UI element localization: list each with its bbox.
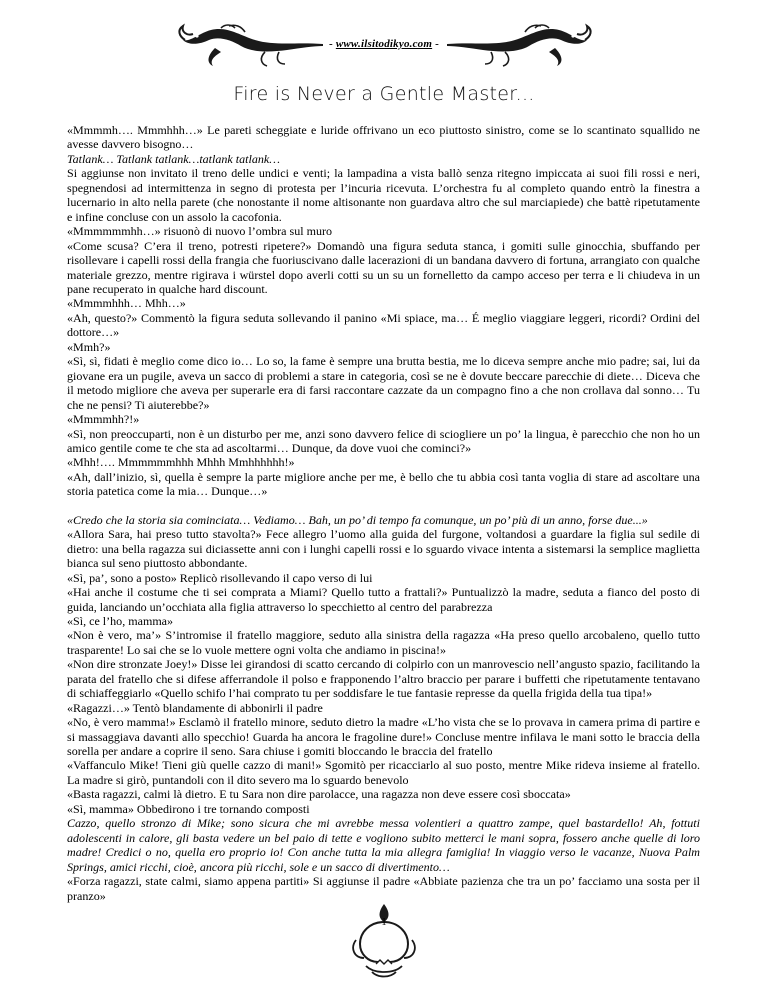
- story-paragraph: «Ah, questo?» Commentò la figura seduta sollevando il panino «Mi spiace, ma… É meglio viaggiare leggeri, ricordi? Ordini del dottore…»: [67, 310, 700, 340]
- story-paragraph: «Ah, dall’inizio, sì, quella è sempre la parte migliore anche per me, è bello che tu abbia così tanta voglia di stare ad ascoltare una storia patetica come la mia… Dunque…»: [67, 469, 700, 499]
- story-paragraph: «Ragazzi…» Tentò blandamente di abbonirli il padre: [67, 700, 323, 715]
- url-suffix: -: [432, 38, 439, 50]
- story-paragraph: «Mmmmhhh… Mhh…»: [67, 296, 186, 311]
- story-body: [67, 123, 700, 903]
- page-number: 1: [381, 916, 387, 928]
- story-paragraph: «Come scusa? C’era il treno, potresti ripetere?» Domandò una figura seduta stanca, i gomiti sulle ginocchia, sbuffando per risollevare i capelli rossi della frangia che fuoriuscivano dalle lacerazioni di un bandana davvero di fortuna, arrangiato con qualche materiale grezzo, mentre rigirava i würstel dopo averli cotti su un su un fornelletto da campo acceso per terra e li chiudeva in un pane recuperato in qualche hard discount.: [67, 238, 700, 296]
- story-paragraph: «Sì, sì, fidati è meglio come dico io… Lo so, la fame è sempre una brutta bestia, me lo diceva sempre anche mio padre; sai, lui da giovane era un pugile, aveva un sacco di problemi a stare in categoria, così se ne è dovute beccare parecchie di diete… Diceva che il metodo migliore che aveva per superarle era di farsi raccontare cazzate da un compagno fino a che non crollava dal sonno… Tu che ne pensi? Ti aiuterebbe?»: [67, 354, 700, 412]
- story-paragraph: «Vaffanculo Mike! Tieni giù quelle cazzo di mani!» Sgomitò per ricacciarlo al suo posto, mentre Mike rideva insieme al fratello. La madre si girò, puntandoli con il dito severo ma lo sguardo benevolo: [67, 758, 700, 787]
- story-paragraph: «Mmmmh…. Mmmhhh…» Le pareti scheggiate e luride offrivano un eco piuttosto sinistro, come se lo scantinato squallido ne avesse davvero bisogno…: [67, 123, 700, 152]
- story-paragraph: «Sì, mamma» Obbedirono i tre tornando composti: [67, 801, 310, 816]
- story-paragraph: «Hai anche il costume che ti sei comprata a Miami? Quello tutto a frattali?» Puntualizzò la madre, seduta a fianco del posto di guida, lanciando un’occhiata alla figlia attraverso lo specchietto al centro del parabrezza: [67, 585, 700, 614]
- story-paragraph: «Mmmmmmhh…» risuonò di nuovo l’ombra sul muro: [67, 224, 333, 239]
- footer-ornament-icon: [348, 900, 420, 980]
- story-paragraph: «Forza ragazzi, state calmi, siamo appena partiti» Si aggiunse il padre «Abbiate pazienza che tra un po’ facciamo una sosta per il pranzo»: [67, 874, 700, 903]
- url-prefix: -: [329, 38, 336, 50]
- story-paragraph: «Non è vero, ma’» S’intromise il fratello maggiore, seduto alla sinistra della ragazza «Ha preso quello arcobaleno, quello tutto trasparente! Lo sai che se lo vuole mettere ogni volta che andiamo in piscina!»: [67, 628, 700, 657]
- story-paragraph: Cazzo, quello stronzo di Mike; sono sicura che mi avrebbe messa volentieri a quattro zampe, quel bastardello! Ah, fottuti adolescenti in calore, gli basta vedere un bel paio di tette e vogliono subito metterci le mani sopra, fossero anche quelle di loro madre! Credici o no, quella ero proprio io! Con anche tutta la mia allegra famiglia! In viaggio verso le vacanze, Nuova Palm Springs, amici ricchi, cioè, ancora più ricchi, sole e un sacco di divertimento…: [67, 816, 700, 874]
- story-paragraph: Si aggiunse non invitato il treno delle undici e venti; la lampadina a vista ballò senza ritegno impiccata ai suoi fili rossi e neri, spegnendosi ad intermittenza in segno di protesta per l’incuria ricevuta. L’orchestra fu al completo quando entrò la finestra a lucernario in alto nella parete (che nonostante il nome altisonante non guardava altro che sul marciapiede) che battè ripetutamente e infine concluse con un assolo la cacofonia.: [67, 166, 700, 224]
- story-paragraph: «Basta ragazzi, calmi là dietro. E tu Sara non dire parolacce, una ragazza non deve essere così sboccata»: [67, 787, 571, 802]
- story-paragraph: «Non dire stronzate Joey!» Disse lei girandosi di scatto cercando di colpirlo con un manrovescio nell’angusto spazio, facilitando la parata del fratello che si difese afferrandole il polso e frapponendo l’altro braccio per parare i buffetti che ripetutamente tentavano di schiaffeggiarlo «Quello schifo l’hai comprato tu per soddisfare le tue fantasie represse da quella frigida della tua tipa!»: [67, 657, 700, 701]
- story-paragraph: «Sì, pa’, sono a posto» Replicò risollevando il capo verso di lui: [67, 570, 373, 585]
- story-paragraph: «Credo che la storia sia cominciata… Vediamo… Bah, un po’ di tempo fa comunque, un po’ più di un anno, forse due...»: [67, 512, 648, 527]
- page-header: [0, 22, 768, 72]
- story-paragraph: «No, è vero mamma!» Esclamò il fratello minore, seduto dietro la madre «L’ho vista che se lo provava in camera prima di partire e si massaggiava davanti allo specchio! Guarda ha ancora le fragoline dure!» Concluse mentre infilava le mani sotto le braccia della sorella per andare a coprire il seno. Sara chiuse i gomiti bloccando le braccia del fratello: [67, 715, 700, 759]
- story-paragraph: Tatlank… Tatlank tatlank…tatlank tatlank…: [67, 151, 280, 166]
- story-paragraph: «Allora Sara, hai preso tutto stavolta?» Fece allegro l’uomo alla guida del furgone, voltandosi a guardare la figlia sul sedile di dietro: una bella ragazza sui diciassette anni con i lunghi capelli rossi e lo sguardo vivace intenta a sistemarsi la semplice maglietta bianca sul seno piuttosto abbondante.: [67, 527, 700, 571]
- page-title: Fire is Never a Gentle Master...: [233, 83, 535, 105]
- story-paragraph: «Sì, non preoccuparti, non è un disturbo per me, anzi sono davvero felice di sciogliere un po’ la lingua, è parecchio che non ho un amico gentile come te che sta ad ascoltarmi… Dunque, da dove vuoi che cominci?»: [67, 426, 700, 455]
- story-paragraph: «Sì, ce l’ho, mamma»: [67, 613, 174, 628]
- site-url: [0, 38, 768, 50]
- story-paragraph: «Mmh?»: [67, 339, 111, 354]
- site-link[interactable]: www.ilsitodikyo.com: [335, 38, 433, 50]
- story-paragraph: «Mhh!…. Mmmmmmhhh Mhhh Mmhhhhhh!»: [67, 455, 295, 470]
- story-paragraph: «Mmmmhh?!»: [67, 412, 140, 427]
